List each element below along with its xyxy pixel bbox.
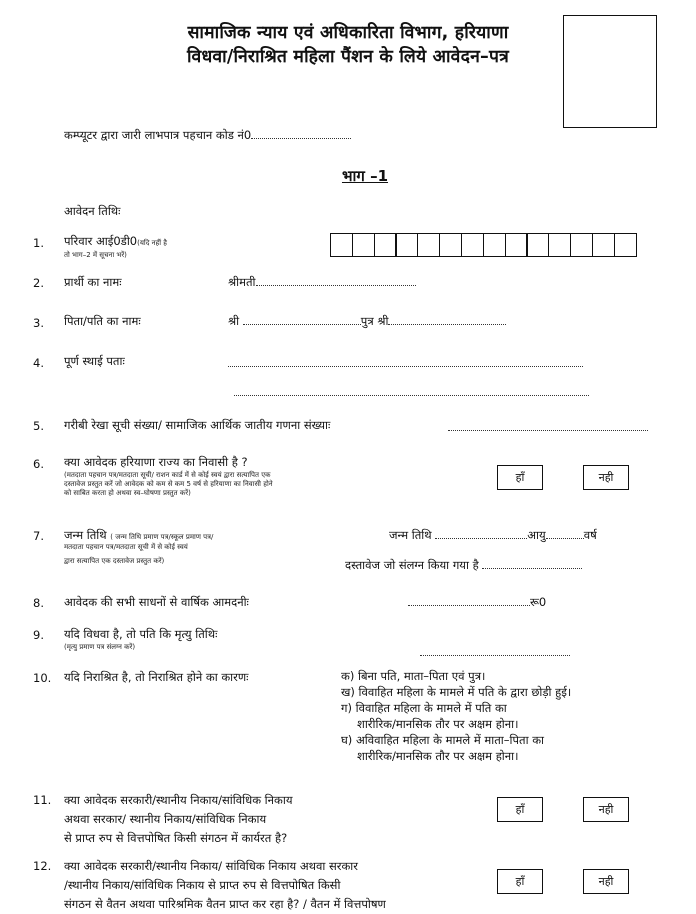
family-id-digit-box[interactable] xyxy=(417,233,440,257)
family-id-digit-box[interactable] xyxy=(374,233,397,257)
family-id-digit-box[interactable] xyxy=(614,233,637,257)
item-6-no-box[interactable]: नही xyxy=(583,465,629,490)
family-id-digit-box[interactable] xyxy=(570,233,593,257)
reason-b: ख) विवाहित महिला के मामले में पति के द्वारा छोड़ी हुई। xyxy=(341,685,572,699)
item-2-label: प्रार्थी का नामः xyxy=(64,275,122,289)
income-row: रू0 xyxy=(408,595,546,610)
father-husband-row: श्री पुत्र श्री xyxy=(228,314,506,329)
item-1-label: परिवार आई0डी0(यदि नहीं है xyxy=(64,234,168,248)
item-9-note: (मृत्यु प्रमाण पत्र संलग्न करें) xyxy=(64,643,136,651)
item-1-note: तो भाग–2 में सूचना भरें) xyxy=(64,251,127,259)
reason-c-cont: शारीरिक/मानसिक तौर पर अक्षम होना। xyxy=(357,717,519,731)
family-id-digit-box[interactable] xyxy=(330,233,353,257)
item-9-label: यदि विधवा है, तो पति कि मृत्यु तिथिः xyxy=(64,627,218,641)
item-12-yes-box[interactable]: हाँ xyxy=(497,869,543,894)
address-field-1[interactable] xyxy=(228,356,583,367)
item-8-label: आवेदक की सभी साधनों से वार्षिक आमदनीः xyxy=(64,595,249,609)
document-row: दस्तावेज जो संलग्न किया गया है xyxy=(345,558,582,573)
applicant-name-field[interactable] xyxy=(256,275,416,286)
item-6-number: 6. xyxy=(33,457,44,471)
family-id-digit-box[interactable] xyxy=(526,233,549,257)
family-id-digit-box[interactable] xyxy=(548,233,571,257)
family-id-digit-box[interactable] xyxy=(439,233,462,257)
item-12-label: क्या आवेदक सरकारी/स्थानीय निकाय/ सांविधिक निकाय अथवा सरकार /स्थानीय निकाय/सांविधिक निकाय से प्राप्त रुप से वित्तपोषित किसी संगठन से वैतन अथवा पारिश्रमिक वैतन प्राप्त कर रहा है? / वैतन में वित्तपोषण xyxy=(64,859,386,911)
item-10-label: यदि निराश्रित है, तो निराश्रित होने का कारणः xyxy=(64,670,249,684)
application-date-label: आवेदन तिथिः xyxy=(64,204,121,218)
death-date-field[interactable] xyxy=(420,645,570,656)
photo-box xyxy=(563,15,657,128)
family-id-digit-box[interactable] xyxy=(461,233,484,257)
item-11-number: 11. xyxy=(33,793,52,807)
family-id-digit-box[interactable] xyxy=(395,233,418,257)
item-7-note: मतदाता पहचान पत्र/मतदाता सूची में से कोई स्वयं द्वारा सत्यापित एक दस्तावेज प्रस्तुत करें) xyxy=(64,543,188,565)
reason-a: क) बिना पति, माता–पिता एवं पुत्र। xyxy=(341,669,486,683)
beneficiary-id-label: कम्प्यूटर द्वारा जारी लाभपात्र पहचान कोड नं0 xyxy=(64,128,252,142)
item-4-label: पूर्ण स्थाई पताः xyxy=(64,354,125,368)
form-title-main: विधवा/निराश्रित महिला पैंशन के लिये आवेदन–पत्र xyxy=(187,47,509,67)
item-4-number: 4. xyxy=(33,356,44,370)
bpl-number-field[interactable] xyxy=(448,420,648,431)
item-12-no-box[interactable]: नही xyxy=(583,869,629,894)
item-5-number: 5. xyxy=(33,419,44,433)
item-11-no-box[interactable]: नही xyxy=(583,797,629,822)
son-of-field[interactable] xyxy=(388,314,506,325)
item-6-note: (मतदाता पहचान पत्र/मतदाता सूची/ राशन कार्ड में से कोई स्वयं द्वारा सत्यापित एक दस्तावेज प्रस्तुत करें जो आवेदक को कम से कम 5 वर्ष से हरियाणा का निवासी होने को साबित करता हो अथवा स्व–घोषणा प्रस्तुत करें) xyxy=(64,471,273,497)
item-3-number: 3. xyxy=(33,316,44,330)
item-8-number: 8. xyxy=(33,596,44,610)
father-name-field[interactable] xyxy=(243,314,361,325)
income-field[interactable] xyxy=(408,595,530,606)
dob-field[interactable] xyxy=(435,528,527,539)
item-12-number: 12. xyxy=(33,859,52,873)
form-title-dept: सामाजिक न्याय एवं अधिकारिता विभाग, हरियाणा xyxy=(187,23,509,43)
address-field-2[interactable] xyxy=(234,385,589,396)
beneficiary-id-field[interactable] xyxy=(251,128,351,139)
item-2-number: 2. xyxy=(33,276,44,290)
part-title: भाग –1 xyxy=(341,167,389,185)
item-7-label: जन्म तिथि ( जन्म तिथि प्रमाण पत्र/स्कूल प्रमाण पत्र/ xyxy=(64,528,214,542)
beneficiary-id-row xyxy=(64,128,351,143)
item-1-number: 1. xyxy=(33,236,44,250)
family-id-boxes[interactable] xyxy=(330,233,635,257)
family-id-digit-box[interactable] xyxy=(483,233,506,257)
item-7-number: 7. xyxy=(33,529,44,543)
family-id-digit-box[interactable] xyxy=(505,233,528,257)
destitute-reasons xyxy=(341,668,571,764)
item-6-label: क्या आवेदक हरियाणा राज्य का निवासी है ? xyxy=(64,455,248,469)
item-11-yes-box[interactable]: हाँ xyxy=(497,797,543,822)
age-field[interactable] xyxy=(546,528,584,539)
item-9-number: 9. xyxy=(33,628,44,642)
document-field[interactable] xyxy=(482,558,582,569)
dob-age-row: जन्म तिथि आयु वर्ष xyxy=(389,528,597,542)
item-5-label: गरीबी रेखा सूची संख्या/ सामाजिक आर्थिक जातीय गणना संख्याः xyxy=(64,418,331,432)
reason-d-cont: शारीरिक/मानसिक तौर पर अक्षम होना। xyxy=(357,749,519,763)
item-11-label: क्या आवेदक सरकारी/स्थानीय निकाय/सांविधिक निकाय अथवा सरकार/ स्थानीय निकाय/सांविधिक निकाय से प्राप्त रुप से वित्तपोषित किसी संगठन में कार्यरत है? xyxy=(64,793,293,845)
applicant-name-row: श्रीमती xyxy=(228,275,416,290)
family-id-digit-box[interactable] xyxy=(592,233,615,257)
item-10-number: 10. xyxy=(33,671,52,685)
item-3-label: पिता/पति का नामः xyxy=(64,314,141,328)
reason-d: घ) अविवाहित महिला के मामले में माता–पिता का xyxy=(341,733,545,747)
reason-c: ग) विवाहित महिला के मामले में पति का xyxy=(341,701,507,715)
family-id-digit-box[interactable] xyxy=(352,233,375,257)
item-6-yes-box[interactable]: हाँ xyxy=(497,465,543,490)
